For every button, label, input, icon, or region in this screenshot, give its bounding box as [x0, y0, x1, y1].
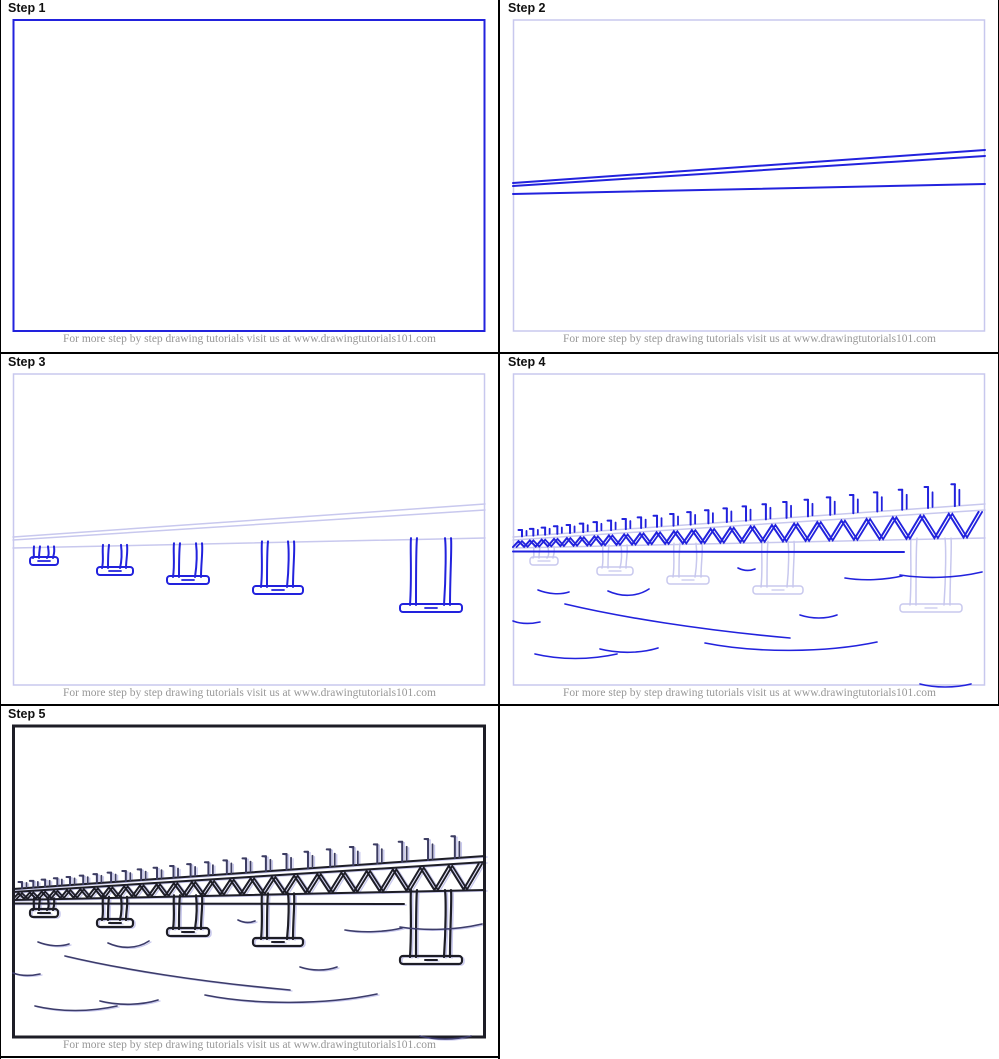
column-divider [498, 0, 500, 1059]
drawing-canvas-step-5 [0, 706, 499, 1058]
bridge-piers [30, 890, 462, 964]
bridge-piers [530, 538, 962, 612]
panel-step-4 [500, 354, 999, 706]
drawing-canvas-step-1 [0, 0, 499, 352]
bottom-edge-line [0, 1056, 500, 1058]
water-surface-line [13, 904, 404, 905]
step-label: Step 2 [508, 1, 546, 15]
step-label: Step 5 [8, 707, 46, 721]
panel-step-3 [0, 354, 499, 706]
panel-step-5 [0, 706, 499, 1058]
frame-outline [514, 20, 985, 331]
step-label: Step 3 [8, 355, 46, 369]
bridge-deck [513, 150, 985, 194]
frame-outline [14, 374, 485, 685]
drawing-canvas-step-4 [500, 354, 999, 706]
tutorial-footer-text: For more step by step drawing tutorials visit us at www.drawingtutorials101.com [63, 333, 436, 345]
panel-step-2 [500, 0, 999, 352]
tutorial-footer-text: For more step by step drawing tutorials visit us at www.drawingtutorials101.com [563, 687, 936, 699]
tutorial-footer-text: For more step by step drawing tutorials visit us at www.drawingtutorials101.com [563, 333, 936, 345]
row-divider-1 [0, 352, 999, 354]
water-ripples [513, 568, 982, 687]
frame-outline [14, 20, 485, 331]
water-surface-line [513, 552, 904, 553]
drawing-canvas-step-2 [500, 0, 999, 352]
bridge-deck [13, 504, 485, 548]
step-label: Step 4 [508, 355, 546, 369]
tutorial-footer-text: For more step by step drawing tutorials visit us at www.drawingtutorials101.com [63, 1039, 436, 1051]
left-edge-line [0, 0, 1, 1059]
step-label: Step 1 [8, 1, 46, 15]
tutorial-footer-text: For more step by step drawing tutorials visit us at www.drawingtutorials101.com [63, 687, 436, 699]
drawing-canvas-step-3 [0, 354, 499, 706]
panel-step-1 [0, 0, 499, 352]
row-divider-2 [0, 704, 999, 706]
bridge-piers [30, 538, 462, 612]
